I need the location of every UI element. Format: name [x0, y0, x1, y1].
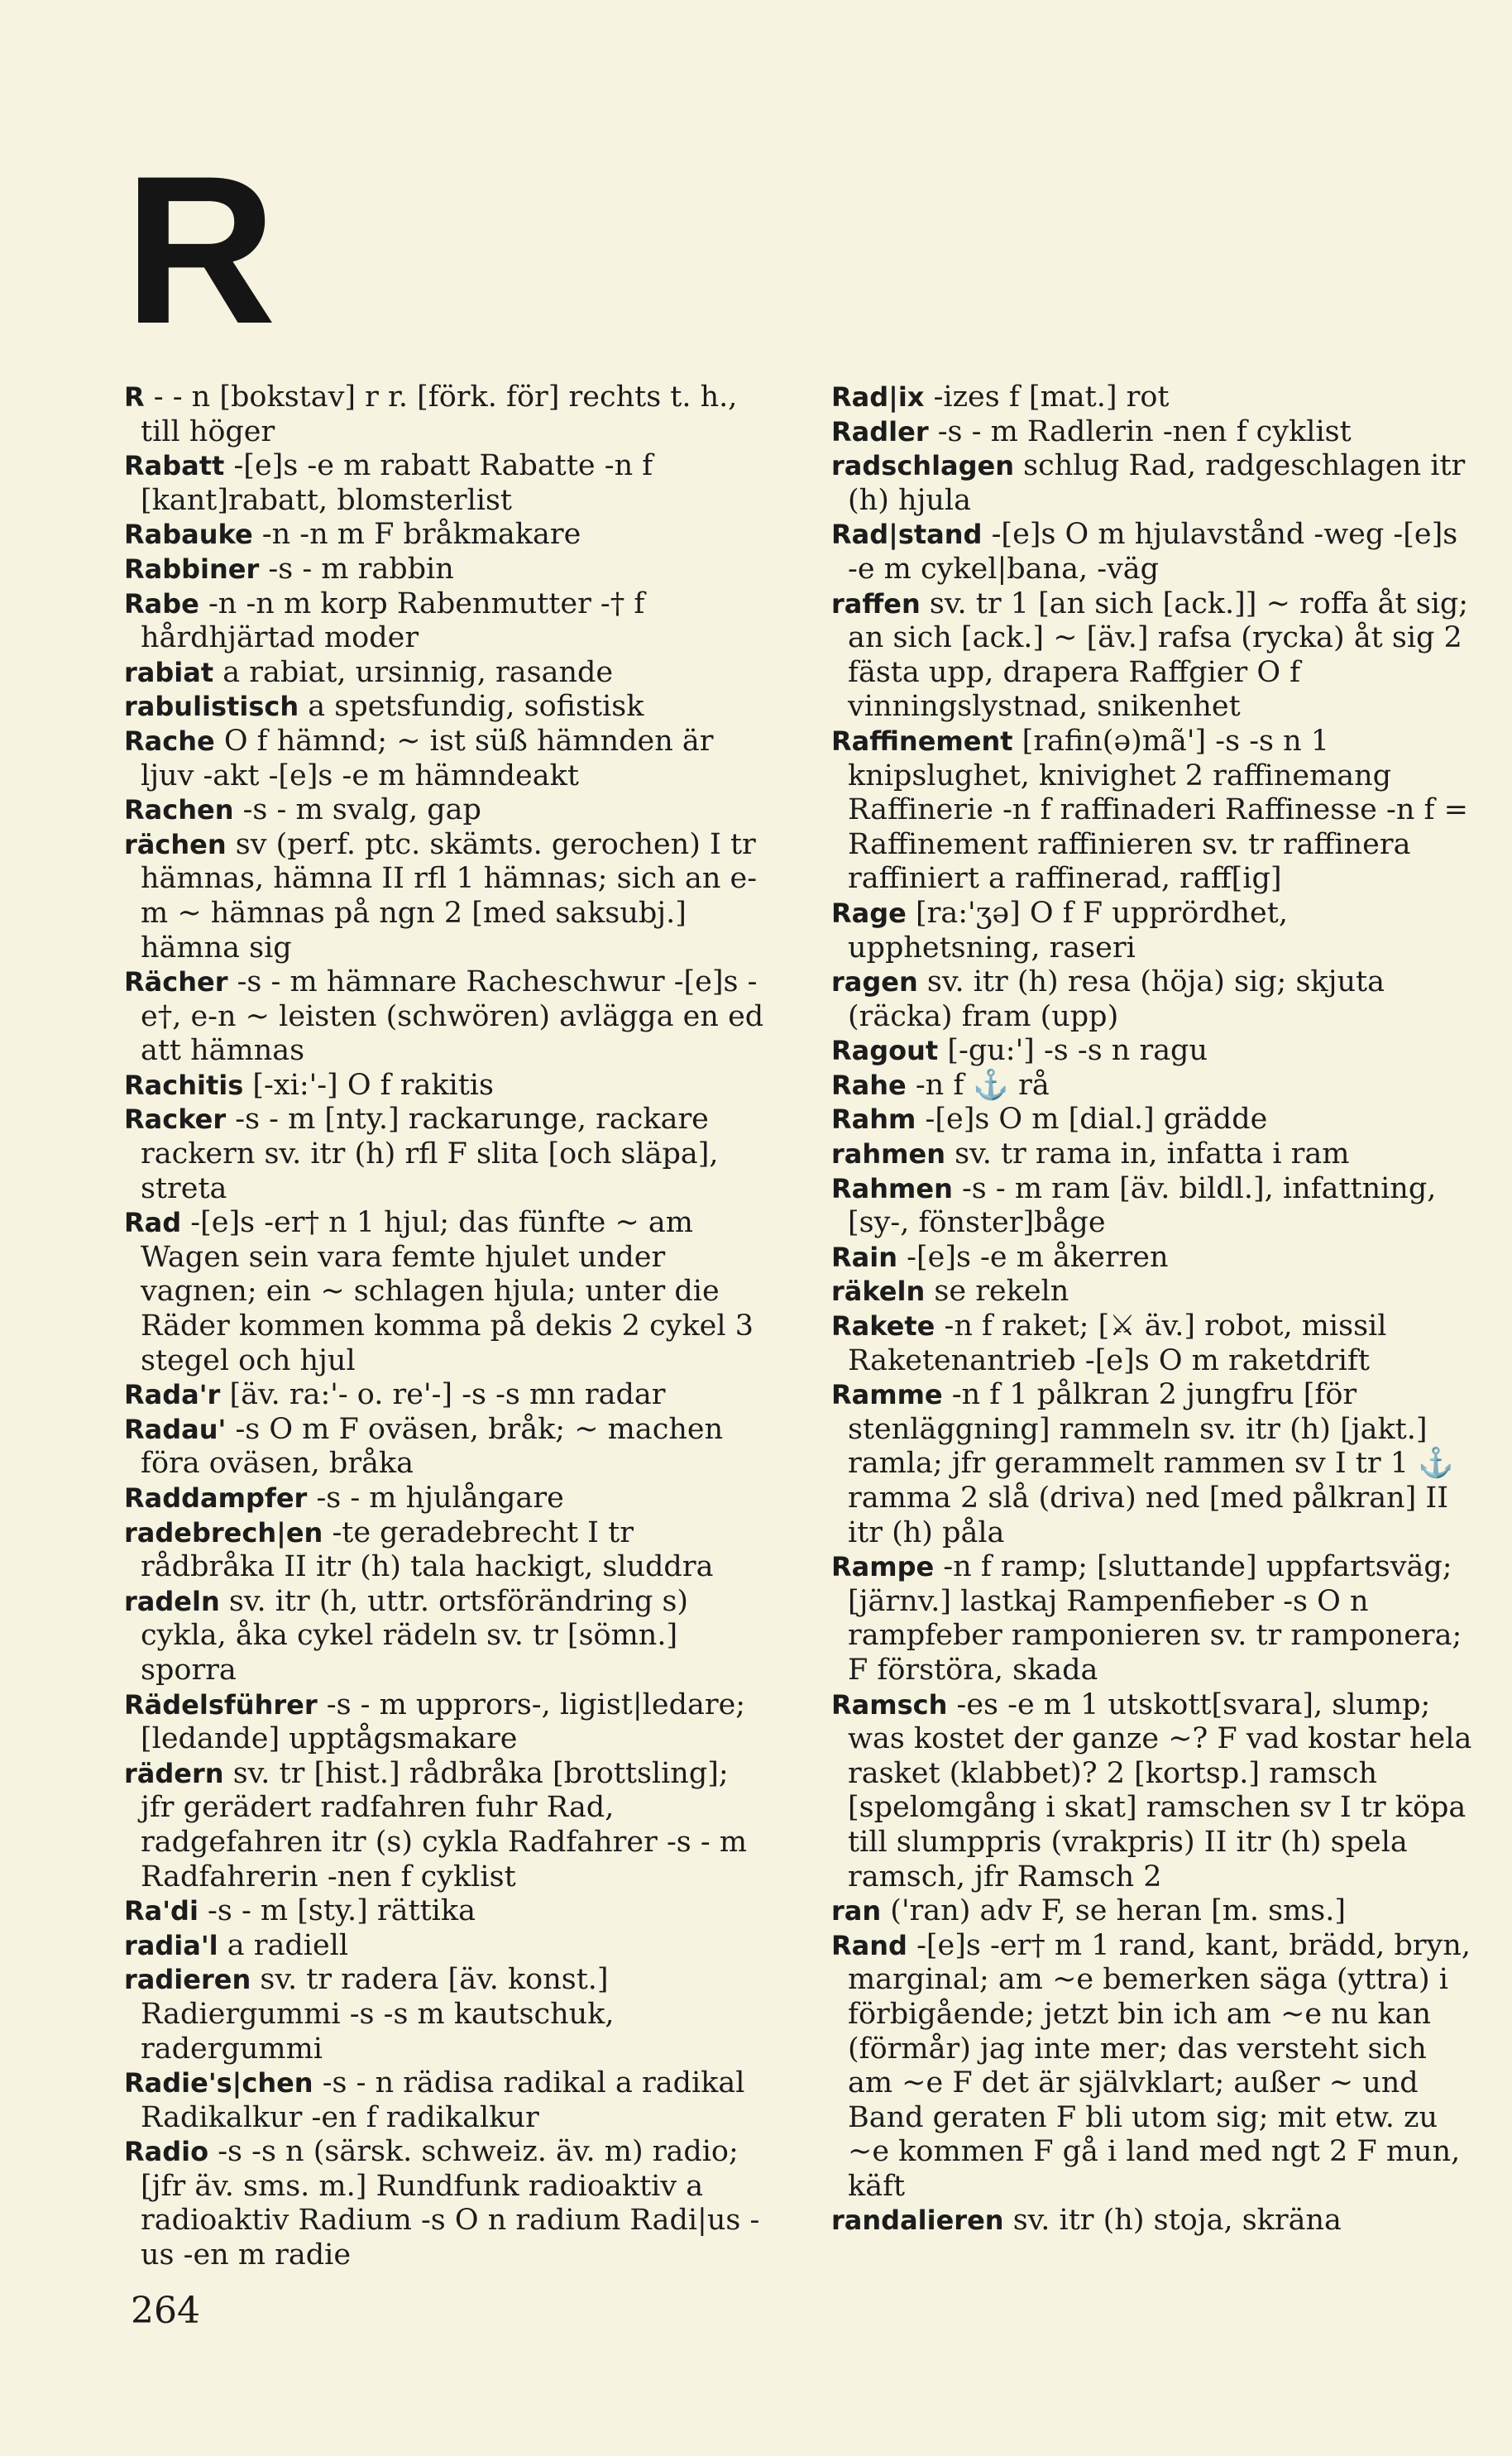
headword: radieren [124, 1964, 251, 1996]
entry-racker [124, 1103, 769, 1206]
headword: Radau' [124, 1413, 227, 1445]
entry-radieschen [124, 2066, 769, 2135]
entry-text: -s O m F oväsen, bråk; ~ machen föra oväsen, bråka [141, 1412, 724, 1481]
entry-ragout [831, 1034, 1476, 1069]
headword: Rad|stand [831, 519, 983, 551]
entry-rahmen-noun [831, 1172, 1476, 1241]
entry-text: -[e]s -e m åkerren [907, 1240, 1169, 1274]
entry-rabauke [124, 518, 769, 553]
entry-text: sv. tr [hist.] rådbråka [brottsling]; jfr gerädert radfahren fuhr Rad, radgefahren itr (s) cykla Radfahrer -s - m Radfahrerin -nen f cyklist [141, 1756, 748, 1893]
headword: Rahe [831, 1069, 907, 1101]
left-column [124, 381, 769, 2273]
headword: Rampe [831, 1551, 935, 1583]
entry-ramme [831, 1378, 1476, 1550]
headword: Rabbiner [124, 553, 260, 585]
entry-text: - - n [bokstav] r r. [förk. för] rechts t. h., till höger [141, 381, 738, 448]
headword: rahmen [831, 1138, 945, 1171]
headword: Rand [831, 1929, 907, 1961]
entry-raedelsfuehrer [124, 1688, 769, 1757]
headword: Raddampfer [124, 1482, 308, 1514]
entry-raecher [124, 965, 769, 1069]
entry-text: -s - m [nty.] rackarunge, rackare rackern sv. itr (h) rfl F slita [och släpa], streta [141, 1103, 719, 1205]
entry-radar [124, 1378, 769, 1413]
headword: radeln [124, 1585, 220, 1617]
headword: Ramme [831, 1379, 943, 1411]
entry-r [124, 381, 769, 449]
entry-text: -s - m svalg, gap [242, 793, 481, 827]
entry-text: sv (perf. ptc. skämts. gerochen) I tr hämnas, hämna II rfl 1 hämnas; sich an e-m ~ hämnas på ngn 2 [med saksubj.] hämna sig [141, 827, 758, 965]
page-number: 264 [131, 2290, 200, 2332]
headword: Racker [124, 1104, 227, 1136]
entry-text: sv. itr (h, uttr. ortsförändring s) cykla, åka cykel rädeln sv. tr [sömn.] sporra [141, 1584, 689, 1687]
entry-rand [831, 1929, 1476, 2205]
entry-text: [ra:'ʒə] O f F upprördhet, upphetsning, raseri [848, 896, 1288, 965]
entry-text: -n -n m F bråkmakare [261, 518, 581, 552]
headword: Rädelsführer [124, 1688, 318, 1721]
headword: radia'l [124, 1929, 218, 1961]
entry-text: -es -e m 1 utskott[svara], slump; was kostet der ganze ~? F vad kostar hela rasket (klabbet)? 2 [kortsp.] ramsch [spelomgång i skat] ramschen sv I tr köpa till slumppris (vrakpris) II itr (h) spela ramsch, jfr Ramsch 2 [848, 1688, 1472, 1893]
entry-radio [124, 2135, 769, 2272]
entry-rahmen-verb [831, 1137, 1476, 1172]
entry-rage [831, 897, 1476, 965]
entry-text: sv. tr radera [äv. konst.] Radiergummi -s -s m kautschuk, radergummi [141, 1963, 615, 2066]
entry-text: -n -n m korp Rabenmutter -† f hårdhjärtad moder [141, 586, 645, 655]
entry-radieren [124, 1963, 769, 2066]
entry-rache [124, 725, 769, 793]
entry-text: -[e]s -er† n 1 hjul; das fünfte ~ am Wagen sein vara femte hjulet under vagnen; ein ~ schlagen hjula; unter die Räder kommen komma på dekis 2 cykel 3 stegel och hjul [141, 1206, 754, 1377]
headword: Rabe [124, 587, 199, 620]
entry-text: -n f ⚓ rå [915, 1068, 1050, 1102]
entry-text: a radiell [227, 1928, 349, 1962]
entry-text: ('ran) adv F, se heran [m. sms.] [890, 1894, 1347, 1928]
headword: Rache [124, 725, 215, 757]
entry-text: [rafin(ə)mã'] -s -s n 1 knipslughet, knivighet 2 raffinemang Raffinerie -n f raffinaderi Raffinesse -n f = Raffinement raffinieren sv. tr raffinera raffiniert a raffinerad, raff[ig] [848, 724, 1468, 896]
section-letter: R [124, 132, 277, 368]
headword: Radio [124, 2136, 209, 2168]
entry-rachitis [124, 1069, 769, 1104]
entry-text: -n f 1 pålkran 2 jungfru [för stenläggning] rammeln sv. itr (h) [jakt.] ramla; jfr gerammelt rammen sv I tr 1 ⚓ ramma 2 slå (driva) ned [med pålkran] II itr (h) påla [848, 1378, 1454, 1549]
entry-raddampfer [124, 1482, 769, 1516]
headword: radebrech|en [124, 1516, 323, 1549]
entry-radeln [124, 1585, 769, 1688]
headword: R [124, 381, 145, 413]
entry-text: sv. tr 1 [an sich [ack.]] ~ roffa åt sig; an sich [ack.] ~ [äv.] rafsa (rycka) åt sig 2 fästa upp, drapera Raffgier O f vinningslystnad, snikenhet [848, 586, 1469, 724]
entry-rachen [124, 793, 769, 828]
headword: Rahm [831, 1104, 916, 1136]
entry-rabbiner [124, 553, 769, 587]
headword: rabiat [124, 656, 214, 688]
headword: Raffinement [831, 725, 1013, 757]
headword: ragen [831, 966, 918, 998]
entry-ramsch [831, 1688, 1476, 1895]
entry-text: -[e]s -e m rabatt Rabatte -n f [kant]rabatt, blomsterlist [141, 449, 653, 517]
entry-rad [124, 1206, 769, 1378]
entry-radix [831, 381, 1476, 415]
entry-randalieren [831, 2204, 1476, 2238]
headword: rädern [124, 1757, 224, 1789]
entry-text: -s - m [sty.] rättika [208, 1894, 476, 1928]
entry-text: -[e]s O m hjulavstånd -weg -[e]s -e m cykel|bana, -väg [848, 518, 1458, 586]
entry-rabe [124, 587, 769, 656]
entry-text: -izes f [mat.] rot [933, 381, 1170, 414]
entry-rahm [831, 1103, 1476, 1137]
entry-raekeln [831, 1275, 1476, 1309]
headword: Ramsch [831, 1688, 948, 1721]
entry-rain [831, 1241, 1476, 1276]
entry-rakete [831, 1309, 1476, 1378]
entry-radi [124, 1894, 769, 1929]
entry-text: sv. itr (h) stoja, skräna [1012, 2204, 1342, 2238]
headword: rabulistisch [124, 691, 299, 723]
entry-text: [-xi:'-] O f rakitis [252, 1068, 494, 1102]
entry-text: sv. itr (h) resa (höja) sig; skjuta (räcka) fram (upp) [848, 965, 1385, 1033]
headword: Radler [831, 415, 929, 448]
headword: räkeln [831, 1276, 926, 1308]
headword: Rad|ix [831, 381, 925, 413]
entry-text: [äv. ra:'- o. re'-] -s -s mn radar [229, 1378, 666, 1412]
headword: Rad [124, 1207, 182, 1239]
entry-radial [124, 1929, 769, 1964]
headword: Rahmen [831, 1172, 953, 1204]
entry-ragen [831, 965, 1476, 1034]
entry-text: schlug Rad, radgeschlagen itr (h) hjula [848, 449, 1466, 517]
headword: Rada'r [124, 1379, 221, 1411]
entry-radau [124, 1413, 769, 1482]
headword: Rächer [124, 966, 228, 998]
entry-text: -n f ramp; [sluttande] uppfartsväg; [järnv.] lastkaj Rampenfieber -s O n rampfeber ramponieren sv. tr ramponera; F förstöra, skada [848, 1550, 1462, 1687]
entry-text: a rabiat, ursinnig, rasande [222, 655, 614, 689]
entry-text: [-gu:'] -s -s n ragu [947, 1034, 1208, 1068]
headword: raffen [831, 587, 921, 620]
entry-raffinement [831, 725, 1476, 897]
entry-text: -s - m ram [äv. bildl.], infattning, [sy-, fönster]båge [848, 1171, 1437, 1240]
entry-rabiat [124, 656, 769, 691]
entry-raechen [124, 828, 769, 965]
headword: Ragout [831, 1035, 939, 1067]
headword: randalieren [831, 2205, 1004, 2237]
entry-radschlagen [831, 449, 1476, 518]
entry-raffen [831, 587, 1476, 725]
entry-ran [831, 1894, 1476, 1929]
entry-radstand [831, 518, 1476, 586]
headword: Ra'di [124, 1895, 199, 1927]
entry-text: a spetsfundig, sofistisk [308, 690, 644, 724]
headword: Rain [831, 1241, 897, 1273]
right-column [831, 381, 1476, 2238]
headword: Rabatt [124, 450, 225, 482]
headword: Rakete [831, 1310, 935, 1343]
headword: Rachitis [124, 1069, 244, 1101]
entry-text: -s - m Radlerin -nen f cyklist [937, 414, 1352, 448]
headword: ran [831, 1895, 882, 1927]
headword: Rage [831, 897, 907, 929]
entry-text: -s - m upprors-, ligist|ledare; [ledande] upptågsmakare [141, 1688, 746, 1756]
entry-text: -[e]s -er† m 1 rand, kant, brädd, bryn, marginal; am ~e bemerken säga (yttra) i förbigående; jetzt bin ich am ~e nu kan (förmår) jag inte mer; das versteht sich am ~e F det är självklart; außer ~ und Band geraten F bli utom sig; mit etw. zu ~e kommen F gå i land med ngt 2 F mun, käft [848, 1928, 1471, 2203]
entry-radler [831, 415, 1476, 450]
entry-text: O f hämnd; ~ ist süß hämnden är ljuv -akt -[e]s -e m hämndeakt [141, 724, 714, 792]
headword: Rachen [124, 794, 234, 826]
entry-text: -s -s n (särsk. schweiz. äv. m) radio; [jfr äv. sms. m.] Rundfunk radioaktiv a radioaktiv Radium -s O n radium Radi|us -us -en m radie [141, 2135, 760, 2272]
entry-text: -s - n rädisa radikal a radikal Radikalkur -en f radikalkur [141, 2066, 745, 2134]
entry-radebrechen [124, 1516, 769, 1585]
entry-rahe [831, 1069, 1476, 1104]
headword: radschlagen [831, 450, 1015, 482]
headword: Radie's|chen [124, 2067, 313, 2099]
entry-text: se rekeln [934, 1275, 1069, 1309]
entry-text: -te geradebrecht I tr rådbråka II itr (h) tala hackigt, sluddra [141, 1515, 714, 1584]
entry-text: -s - m rabbin [268, 552, 454, 586]
headword: Rabauke [124, 519, 253, 551]
entry-rampe [831, 1550, 1476, 1688]
entry-text: -s - m hjulångare [316, 1482, 564, 1515]
entry-text: -s - m hämnare Racheschwur -[e]s -e†, e-n ~ leisten (schwören) avlägga en ed att hämnas [141, 965, 764, 1068]
headword: rächen [124, 828, 227, 860]
entry-text: -[e]s O m [dial.] grädde [925, 1103, 1268, 1137]
entry-text: sv. tr rama in, infatta i ram [955, 1137, 1350, 1171]
entry-rabulistisch [124, 690, 769, 725]
entry-raedern [124, 1757, 769, 1894]
entry-text: -n f raket; [⚔ äv.] robot, missil Raketenantrieb -[e]s O m raketdrift [848, 1309, 1387, 1377]
entry-rabatt [124, 449, 769, 518]
